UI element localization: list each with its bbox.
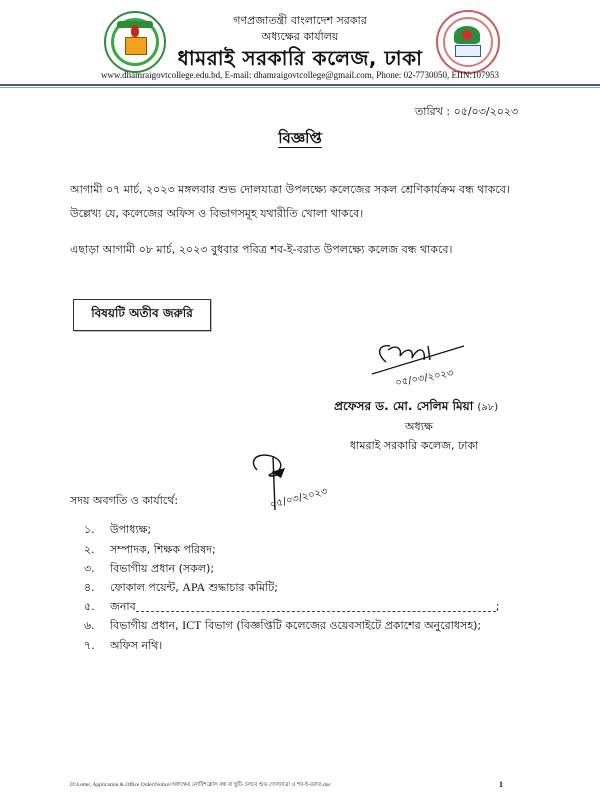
college-name: ধামরাই সরকারি কলেজ, ঢাকা [177, 46, 423, 70]
body-line-2: উল্লেখ্য যে, কলেজের অফিস ও বিভাগসমূহ যথারীতি খোলা থাকবে। [70, 207, 364, 220]
principal-designation: অধ্যক্ষ [405, 420, 433, 433]
item-number: ৫. [84, 600, 95, 613]
item-text-pre: ফোকাল পয়েন্ট, [110, 581, 183, 594]
item-text-post: বিভাগ (বিজ্ঞপ্তিটি কলেজের ওয়েবসাইটে প্রকাশের অনুরোধসহ); [201, 619, 482, 632]
item-text: উপাধ্যক্ষ; [110, 523, 152, 536]
urgent-label: বিষয়টি অতীব জরুরি [91, 306, 193, 320]
blank-fill-line [136, 603, 496, 612]
item-text: জনাব [110, 600, 136, 613]
distribution-item [84, 560, 214, 579]
distribution-item [84, 521, 151, 540]
signature-date: ০৫/০৩/২০২৩ [394, 367, 455, 389]
item-text-latin: APA [182, 580, 206, 594]
item-number: ৩. [84, 562, 95, 575]
item-text-post: শুদ্ধাচার কমিটি; [205, 581, 278, 594]
principal-organization: ধামরাই সরকারি কলেজ, ঢাকা [350, 439, 479, 452]
distribution-heading: সদয় অবগতি ও কার্যার্থে: [70, 494, 179, 507]
second-signature-date: ০৫/০৩/২০২৩ [269, 486, 329, 511]
body-line-1: আগামী ০৭ মার্চ, ২০২৩ মঙ্গলবার শুভ দোলযাত্রা উপলক্ষ্যে কলেজের সকল শ্রেণিকার্যক্রম বন্ধ থাকবে। [70, 183, 510, 196]
item-text: অফিস নথি। [110, 639, 163, 652]
item-tail: ; [495, 600, 500, 613]
distribution-item [84, 579, 278, 598]
item-number: ৪. [84, 581, 95, 594]
distribution-item [84, 598, 499, 617]
secondary-signature [245, 448, 365, 518]
principal-code: (৯৮) [477, 402, 499, 413]
office-line: অধ্যক্ষের কার্যালয় [261, 30, 339, 43]
item-text: বিভাগীয় প্রধান (সকল); [110, 562, 215, 575]
notice-title-text: বিজ্ঞপ্তি [278, 129, 322, 147]
contact-line: www.dhamraigovtcollege.edu.bd, E-mail: dhamraigovtcollege@gmail.com, Phone: 02-7730050, EIIN:107953 [100, 70, 500, 80]
item-text-latin: ICT [182, 618, 202, 632]
principal-signature [368, 340, 468, 390]
principal-name [334, 398, 498, 418]
item-number: ২. [84, 543, 95, 556]
item-number: ৬. [84, 619, 95, 632]
item-text-pre: বিভাগীয় প্রধান, [110, 619, 183, 632]
footer-file-path: D:\Letter, Application & Office Order\Notice\অধ্যক্ষের নোটিশ\ক্লাস বন্ধ বা ছুটি- চলবে শুভ দোলযাত্রা ও শব-ই-বরাত.doc [70, 782, 331, 788]
header-divider-thin [0, 87, 600, 88]
notice-date: তারিখ : ০৫/০৩/২০২৩ [415, 105, 519, 118]
item-text: সম্পাদক, শিক্ষক পরিষদ; [110, 543, 216, 556]
distribution-item [84, 541, 216, 560]
principal-name-text: প্রফেসর ড. মো. সেলিম মিয়া [334, 399, 474, 413]
government-line: গণপ্রজাতন্ত্রী বাংলাদেশ সরকার [233, 14, 367, 27]
header-divider [0, 84, 600, 86]
body-line-3: এছাড়া আগামী ০৮ মার্চ, ২০২৩ বুধবার পবিত্র শব-ই-বরাত উপলক্ষ্যে কলেজ বন্ধ থাকবে। [70, 243, 453, 256]
distribution-item [84, 617, 481, 636]
distribution-item [84, 637, 162, 656]
item-number: ১. [84, 523, 95, 536]
notice-title [0, 127, 600, 152]
urgent-notice-box [73, 299, 211, 331]
footer-page-number: 1 [499, 780, 503, 789]
item-number: ৭. [84, 639, 95, 652]
